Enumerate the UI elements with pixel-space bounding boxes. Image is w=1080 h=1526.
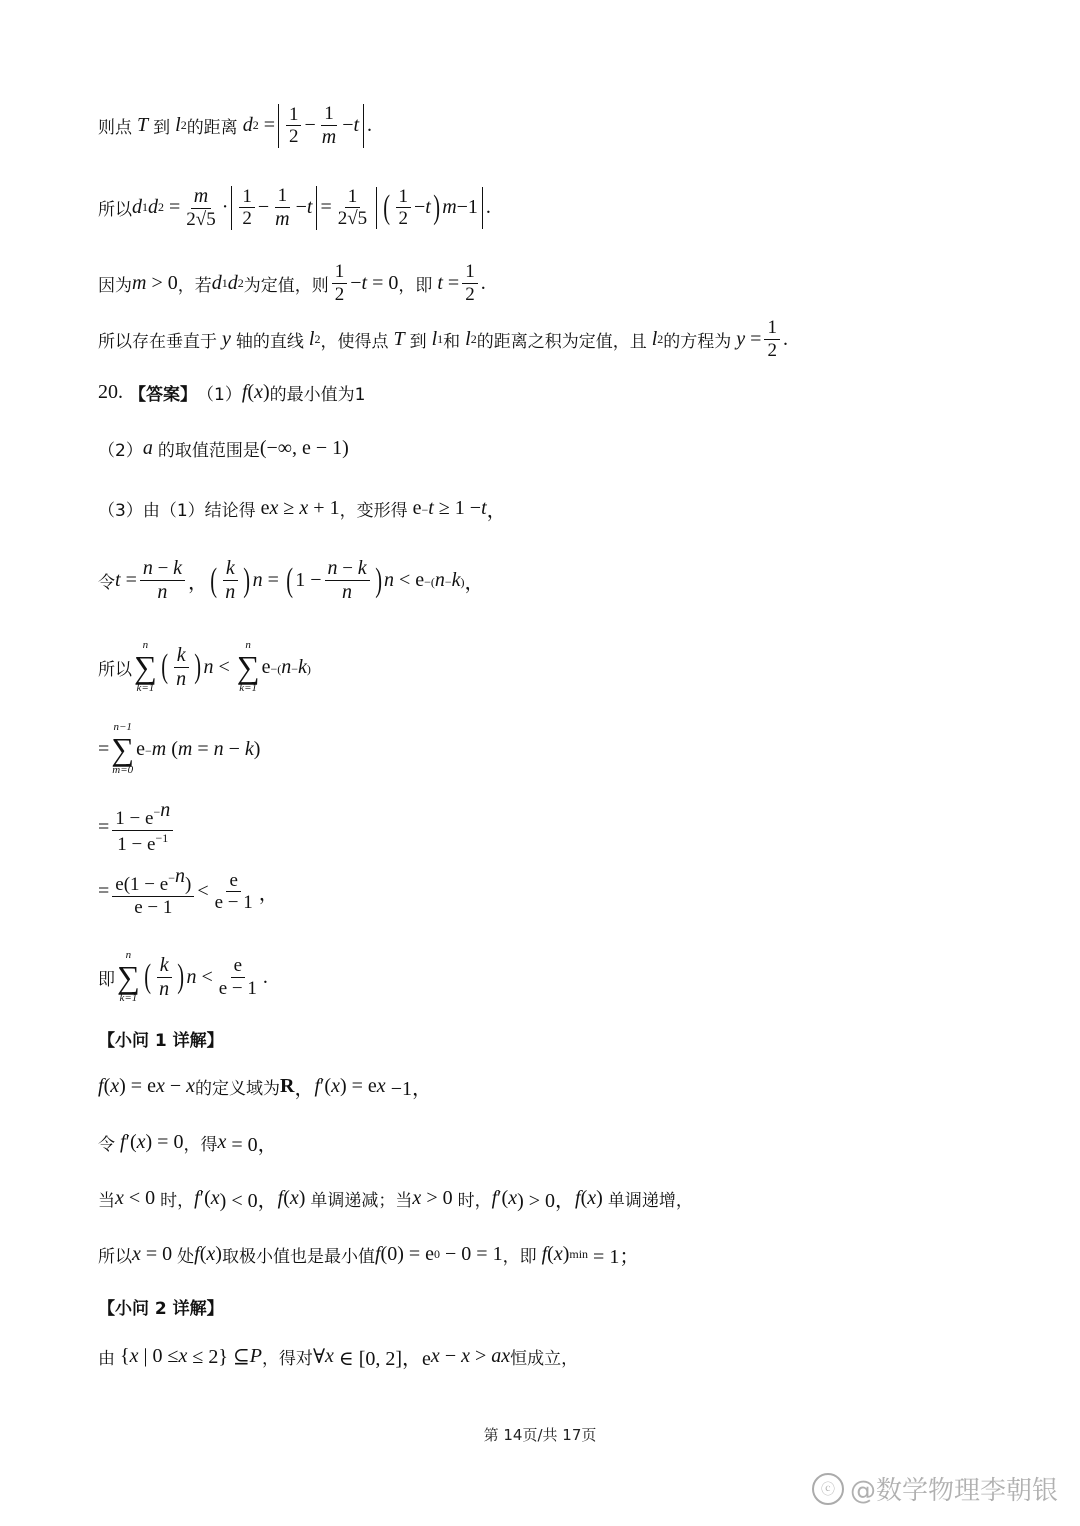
s1-monotonic-line: 当 x < 0 时， f ′( x ) < 0， f ( x ) 单调递减；当 x > 0 时， f ′( x ) > 0， f ( x ) 单调递增， [98,1187,693,1212]
substitution-line: 令 t = $\frac{n - k}{n}$ ， ( $\frac{k}{n}$ ) n = ( 1 − $\frac{n - k}{n}$ ) n < e −(n−k) ， [98,557,485,603]
final-inequality-line: 即 n ∑ k=1 ( $\frac{k}{n}$ ) n < $\frac{e}{e - 1}$ . [98,949,268,1004]
page-footer: 第 14页/共 17页 [483,1426,597,1444]
q20-part3-line: （3）由（1）结论得 e x ≥ x + 1 ，变形得 e −t ≥ 1 − t ， [98,497,507,522]
product-d1d2-line: 所以 d 1 d 2 = $\frac{m}{2√5}$ · $\frac{1}{2}$ − $\frac{1}{m}$ − t = $\frac{1}{2√5}$ ( $\frac{1}{2}$ − t ) m −1 . [98,185,491,230]
q20-part2-line: （2） a 的取值范围是 (−∞, e − 1) [98,437,349,461]
constant-condition-line: 因为 m > 0 ，若 d 1 d 2 为定值，则 $\frac{1}{2}$ − t = 0 ，即 t = $\frac{1}{2}$ . [98,261,486,305]
sum-step-2: = $\frac{1 - e^{-n}}{1 - e^{-1}}$ [98,800,176,855]
sum-step-3: = $\frac{e(1 - e^{-n})}{e - 1}$ < $\frac{e}{e - 1}$ ， [98,865,279,918]
watermark-logo-icon: ⓒ [812,1473,844,1505]
sub1-heading: 【小问 1 详解】 [98,1031,224,1051]
sub2-heading: 【小问 2 详解】 [98,1299,224,1319]
q20-answer-line: 20. 【答案】 （1） f ( x ) 的最小值为1 [98,381,366,405]
sum-inequality-line: 所以 n ∑ k=1 ( $\frac{k}{n}$ ) n < n ∑ k=1 e −(n−k) [98,639,311,694]
distance-d2-line: 则点 T 到 l 2 的距离 d 2 = $\frac{1}{2}$ − $\frac{1}{m}$ − t . [98,103,373,148]
watermark-text: @数学物理李朝银 [849,1476,1058,1506]
s1-min-line: 所以 x = 0 处 f ( x ) 取极小值也是最小值 f (0) = e 0 − 0 = 1 ，即 f ( x ) min = 1； [98,1243,640,1268]
watermark [812,1470,1058,1507]
s1-domain-line: f ( x ) = e x − x 的定义域为 R ， f ′( x ) = e x −1， [98,1075,432,1100]
sum-step-1: = n−1 ∑ m=0 e −m ( m = n − k ) [98,721,261,776]
conclusion-line: 所以存在垂直于 y 轴的直线 l 2 ，使得点 T 到 l 1 和 l 2 的距离之积为定值，且 l 2 的方程为 y = $\frac{1}{2}$ . [98,317,788,361]
s1-critical-line: 令 f ′( x ) = 0 ，得 x = 0， [98,1131,278,1156]
s2-line: 由 { x | 0 ≤ x ≤ 2} ⊆ P ，得对 ∀ x ∈ [0, 2]，e x − x > ax 恒成立， [98,1345,579,1370]
